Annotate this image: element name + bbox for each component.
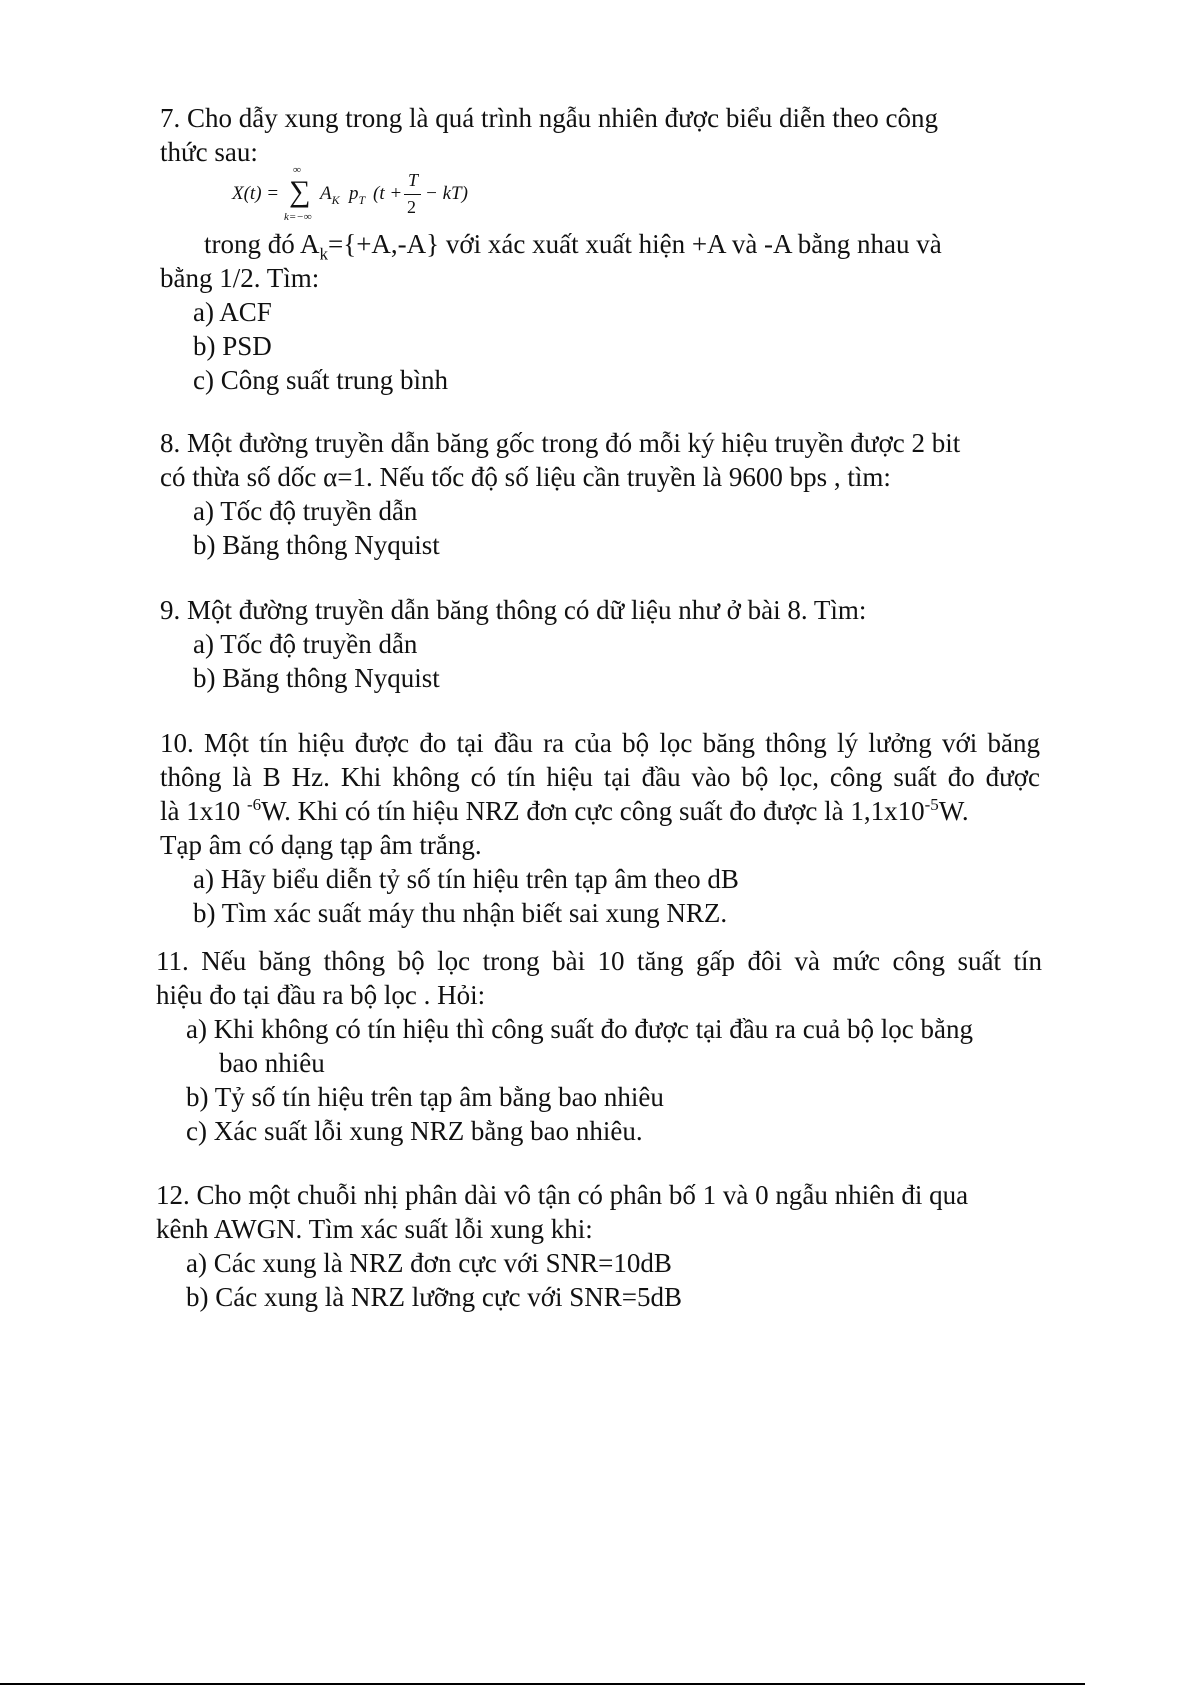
q7-line-2: thức sau: — [160, 137, 258, 167]
formula-frac-num: T — [408, 170, 419, 190]
formula-pulse: $p_T$ — [349, 183, 366, 207]
q7-formula — [232, 157, 492, 225]
q11-item-a-cont: bao nhiêu — [219, 1048, 325, 1078]
formula-lhs: X(t) = — [232, 183, 280, 204]
formula-term: $A_K$ — [320, 183, 340, 207]
q9-item-a: a) Tốc độ truyền dẫn — [193, 629, 418, 659]
q8-item-a: a) Tốc độ truyền dẫn — [193, 496, 418, 526]
q8-line-2: có thừa số dốc α=1. Nếu tốc độ số liệu cần truyền là 9600 bps , tìm: — [160, 462, 891, 492]
q11-item-c: c) Xác suất lỗi xung NRZ bằng bao nhiêu. — [186, 1116, 643, 1146]
q10-line-1: 10. Một tín hiệu được đo tại đầu ra của bộ lọc băng thông lý lưởng với băng — [160, 728, 1040, 758]
q7-condition-line: trong đó $A_k=\{+A,-A\}$ với xác xuất xuất hiện +A và -A bằng nhau và — [204, 229, 942, 264]
q10-line-3: là 1x10 $^{-6}$W. Khi có tín hiệu NRZ đơn cực công suất đo được là $1,1x10^{-5}W$. — [160, 795, 969, 826]
q10-line-2: thông là B Hz. Khi không có tín hiệu tại đầu vào bộ lọc, công suất đo được — [160, 762, 1040, 792]
q9-line-1: 9. Một đường truyền dẫn băng thông có dữ liệu như ở bài 8. Tìm: — [160, 595, 867, 625]
formula-close: − kT) — [425, 183, 468, 204]
q10-line-4: Tạp âm có dạng tạp âm trắng. — [160, 830, 482, 860]
q12-item-b: b) Các xung là NRZ lưỡng cực với SNR=5dB — [186, 1282, 683, 1312]
q11-item-b: b) Tỷ số tín hiệu trên tạp âm bằng bao nhiêu — [186, 1082, 664, 1112]
q7-item-a: a) ACF — [193, 297, 272, 327]
formula-sigma: ∑ — [289, 175, 311, 208]
q7-condition-line-2: bằng 1/2. Tìm: — [160, 263, 320, 293]
formula-frac-bar — [404, 194, 421, 195]
q8-line-1: 8. Một đường truyền dẫn băng gốc trong đó mỗi ký hiệu truyền được 2 bit — [160, 428, 961, 458]
q12-line-2: kênh AWGN. Tìm xác suất lỗi xung khi: — [156, 1214, 593, 1244]
q12-line-1: 12. Cho một chuỗi nhị phân dài vô tận có phân bố 1 và 0 ngẫu nhiên đi qua — [156, 1180, 969, 1210]
q10-item-b: b) Tìm xác suất máy thu nhận biết sai xung NRZ. — [193, 898, 728, 928]
formula-frac-den: 2 — [407, 197, 416, 217]
q9-item-b: b) Băng thông Nyquist — [193, 663, 440, 693]
q10-item-a: a) Hãy biểu diễn tỷ số tín hiệu trên tạp âm theo dB — [193, 864, 739, 894]
q7-item-b: b) PSD — [193, 331, 272, 361]
formula-sum-lower: k=−∞ — [284, 211, 312, 223]
q8-item-b: b) Băng thông Nyquist — [193, 530, 440, 560]
q12-item-a: a) Các xung là NRZ đơn cực với SNR=10dB — [186, 1248, 672, 1278]
formula-sum-upper: ∞ — [293, 164, 301, 176]
q7-item-c: c) Công suất trung bình — [193, 365, 448, 395]
q11-line-1: 11. Nếu băng thông bộ lọc trong bài 10 tăng gấp đôi và mức công suất tín — [156, 946, 1042, 976]
formula-open: (t + — [373, 183, 403, 204]
q11-line-2: hiệu đo tại đầu ra bộ lọc . Hỏi: — [156, 980, 486, 1010]
q7-line-1: 7. Cho dẫy xung trong là quá trình ngẫu nhiên được biểu diễn theo công — [160, 103, 939, 133]
q11-item-a: a) Khi không có tín hiệu thì công suất đo được tại đầu ra cuả bộ lọc bằng — [186, 1014, 973, 1044]
